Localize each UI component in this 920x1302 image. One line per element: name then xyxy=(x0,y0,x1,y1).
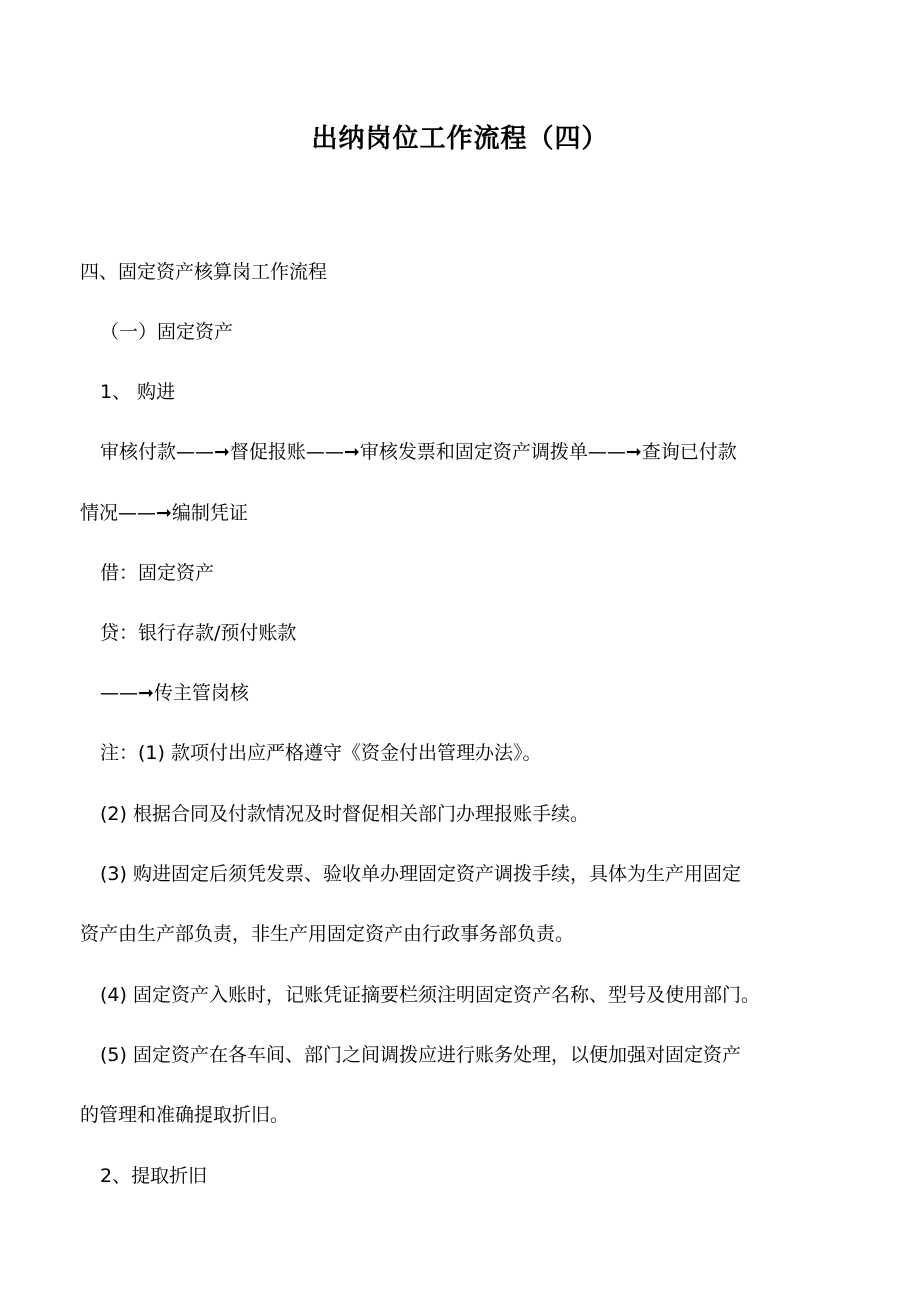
paragraph-line: (3) 购进固定后须凭发票、验收单办理固定资产调拨手续，具体为生产用固定 xyxy=(100,863,741,885)
paragraph-line: (2) 根据合同及付款情况及时督促相关部门办理报账手续。 xyxy=(100,803,589,825)
paragraph-line: (5) 固定资产在各车间、部门之间调拨应进行账务处理，以便加强对固定资产 xyxy=(100,1044,741,1066)
paragraph-line: 资产由生产部负责，非生产用固定资产由行政事务部负责。 xyxy=(80,923,575,945)
paragraph-line: 贷：银行存款/预付账款 xyxy=(100,622,297,644)
paragraph-line: 的管理和准确提取折旧。 xyxy=(80,1104,290,1126)
paragraph-line: 借：固定资产 xyxy=(100,562,215,584)
paragraph-line: 情况——➞编制凭证 xyxy=(80,502,248,524)
paragraph-line: 四、固定资产核算岗工作流程 xyxy=(80,261,328,283)
paragraph-line: 审核付款——➞督促报账——➞审核发票和固定资产调拨单——➞查询已付款 xyxy=(100,441,737,463)
paragraph-line: （一）固定资产 xyxy=(100,321,234,343)
paragraph-line: 注：(1) 款项付出应严格遵守《资金付出管理办法》。 xyxy=(100,742,542,764)
paragraph-line: (4) 固定资产入账时，记账凭证摘要栏须注明固定资产名称、型号及使用部门。 xyxy=(100,984,760,1006)
paragraph-line: 1、 购进 xyxy=(100,381,176,403)
paragraph-line: 2、提取折旧 xyxy=(100,1165,208,1187)
paragraph-line: ——➞传主管岗核 xyxy=(100,682,249,704)
document-title: 出纳岗位工作流程（四） xyxy=(311,124,609,154)
